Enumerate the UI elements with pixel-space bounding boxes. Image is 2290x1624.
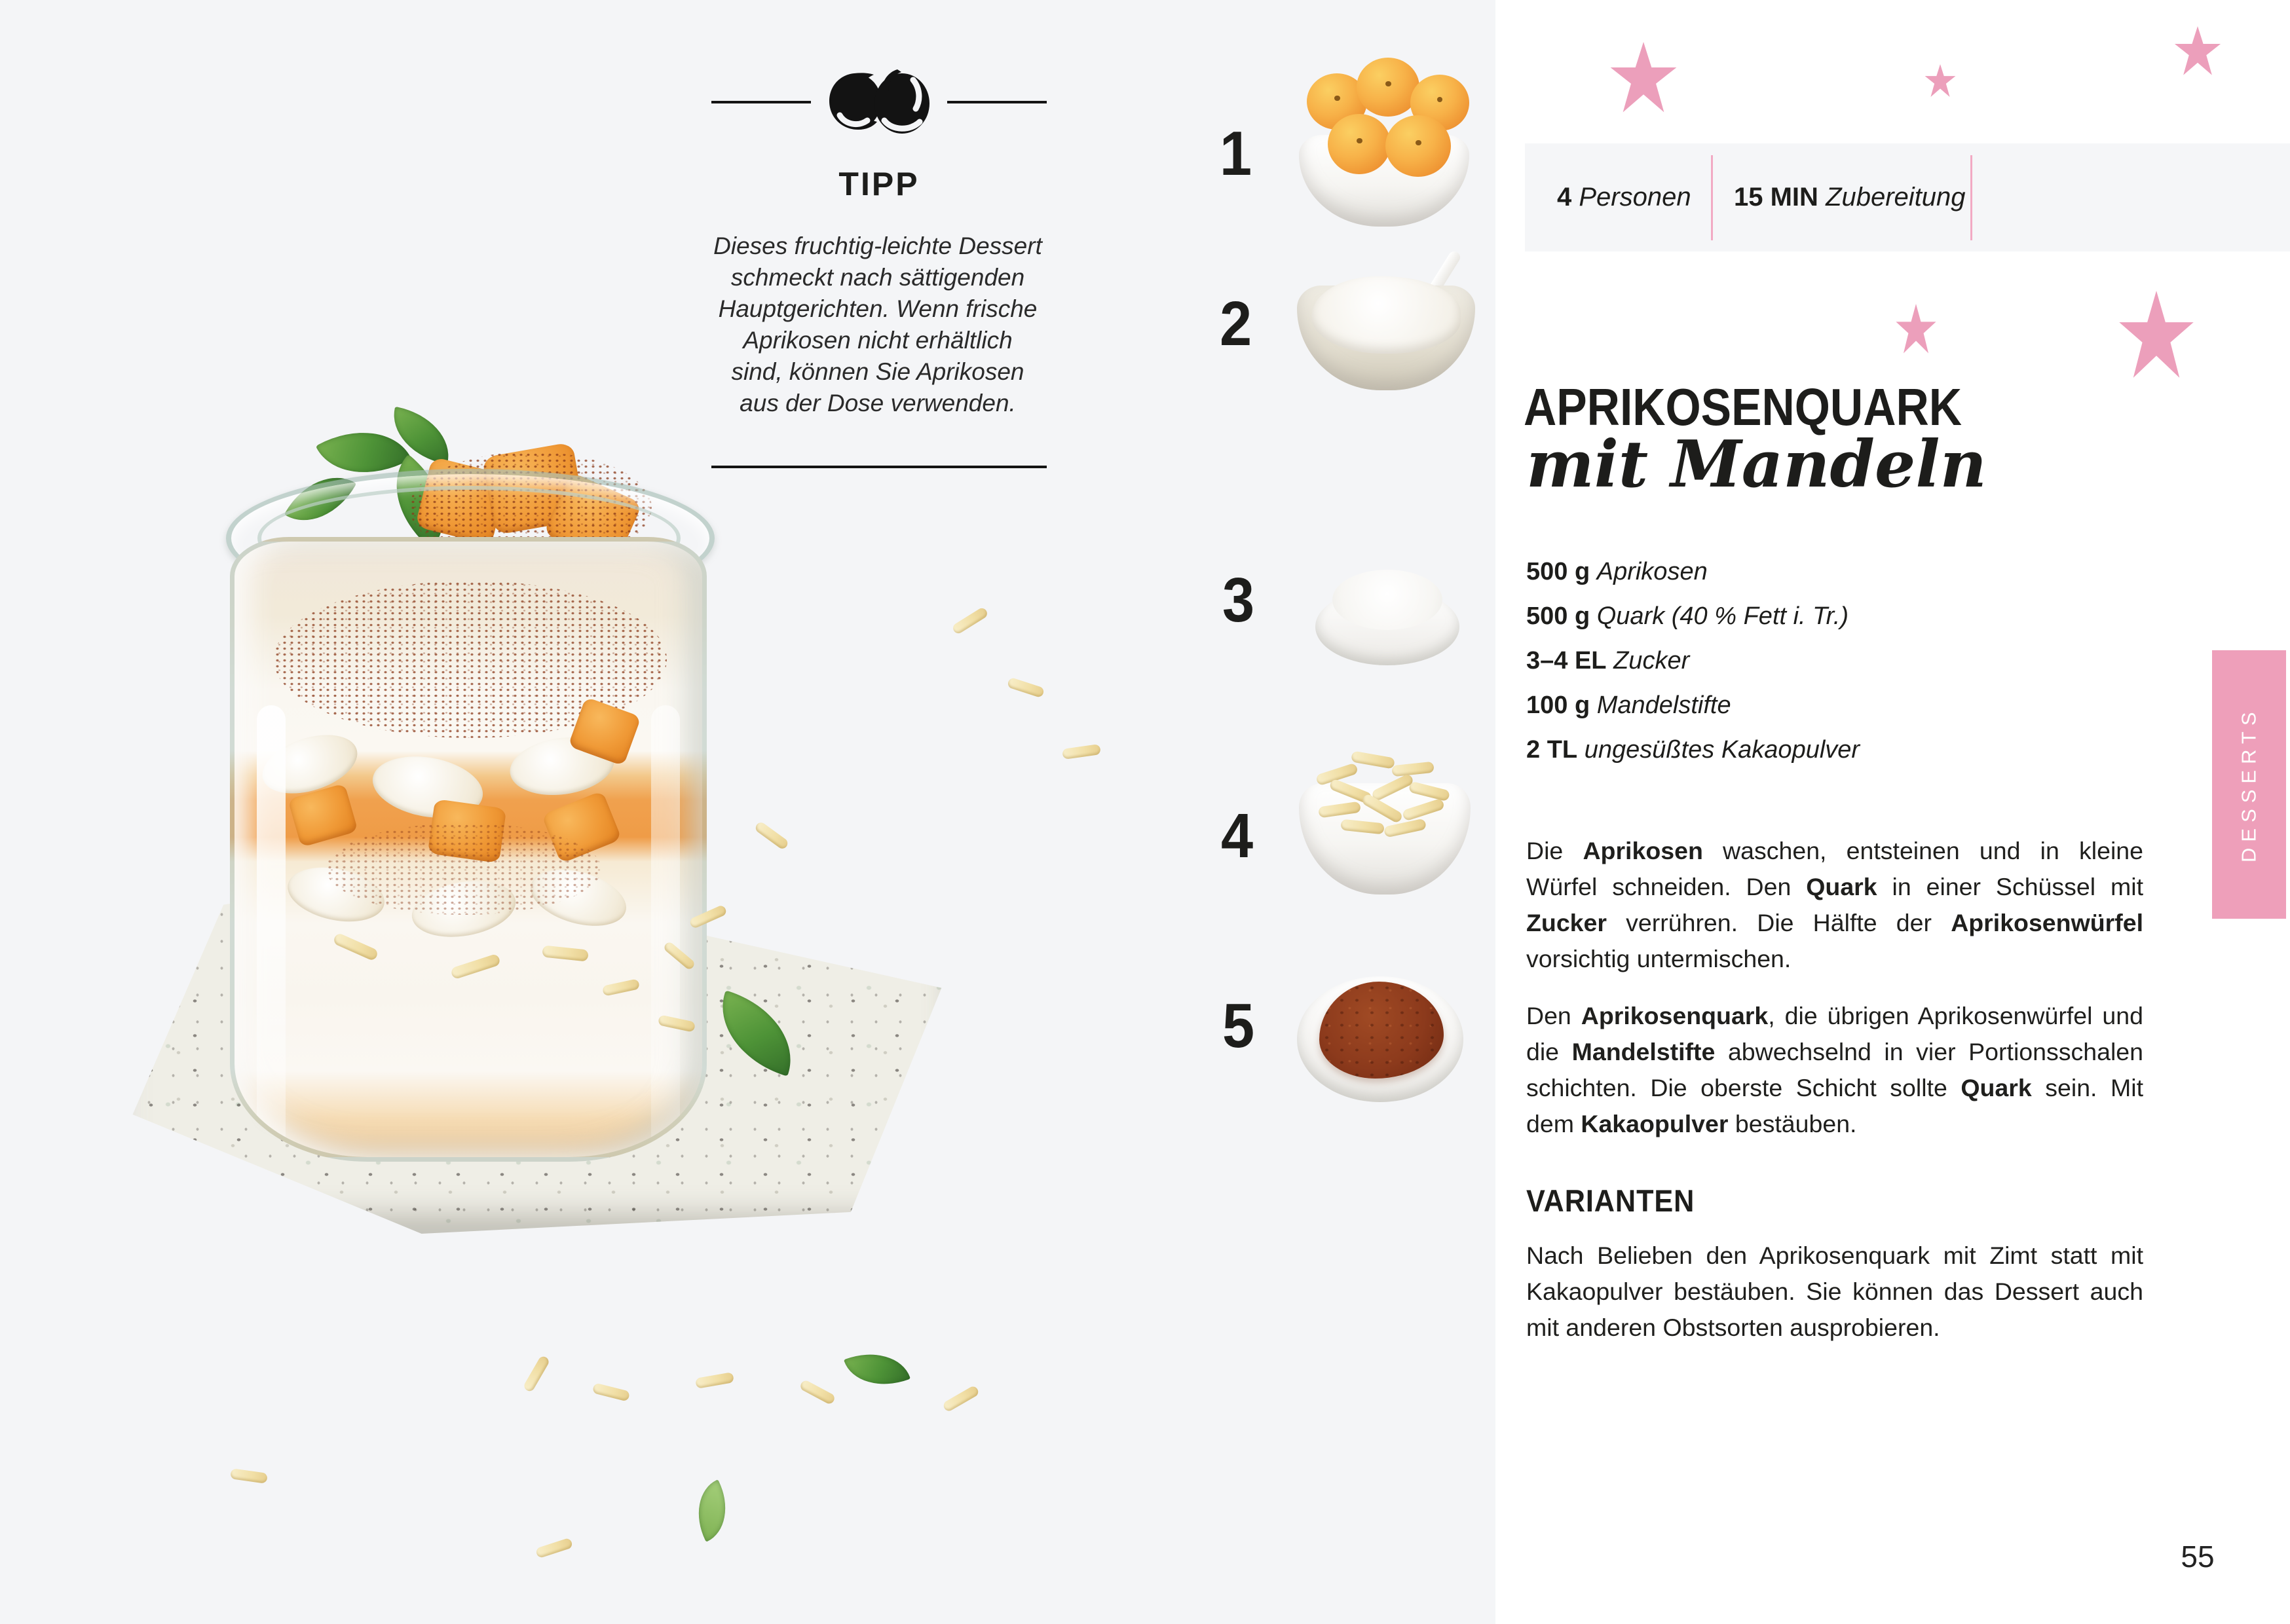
ingredient-qty: 500 g <box>1526 558 1590 585</box>
meta-divider <box>1711 155 1713 240</box>
ingredient-row <box>1526 647 2155 673</box>
ingredient-qty: 500 g <box>1526 602 1590 630</box>
ingredient-row <box>1526 602 2155 628</box>
time-value: 15 MIN <box>1734 183 1818 212</box>
tip-line: sind, können Sie Aprikosen <box>731 358 1024 385</box>
dessert-jar-photo <box>226 413 704 1159</box>
apricot-pair-icon <box>820 65 938 143</box>
almond-sliver <box>942 1385 980 1413</box>
ingredient-list <box>1526 558 2155 781</box>
photo-quark-bowl <box>1297 254 1478 395</box>
almond-sliver <box>450 953 501 980</box>
almond-sliver <box>1007 677 1045 699</box>
almond-sliver <box>332 932 379 962</box>
variants-text: Nach Belieben den Aprikosenquark mit Zimt statt mit Kakaopulver bestäuben. Sie können das Dessert auch mit anderen Obstsorten ausprobieren. <box>1526 1242 2143 1341</box>
tip-line: aus der Dose verwenden. <box>740 390 1016 416</box>
step-number-2: 2 <box>1220 289 1252 359</box>
glass-highlight <box>257 705 286 1162</box>
servings-label: Personen <box>1579 183 1691 212</box>
glass-highlight <box>651 705 680 1162</box>
ingredient-row <box>1526 558 2155 583</box>
prep-time <box>1734 143 1966 251</box>
ingredient-name: Aprikosen <box>1596 558 1708 585</box>
step-number-4: 4 <box>1221 801 1254 871</box>
photo-cocoa-plate <box>1297 953 1465 1116</box>
step-number-5: 5 <box>1222 991 1255 1061</box>
ingredient-row <box>1526 736 2155 762</box>
almond-sliver <box>799 1379 836 1405</box>
ingredient-name: Mandelstifte <box>1596 692 1731 719</box>
almond-sliver <box>951 606 989 635</box>
step-number-1: 1 <box>1220 119 1252 189</box>
photo-sugar-dish <box>1315 551 1461 676</box>
almond-sliver <box>1062 744 1101 760</box>
photo-almond-bowl <box>1299 726 1472 901</box>
step-paragraph-1: Die Aprikosen waschen, entsteinen und in kleine Würfel schneiden. Den Quark in einer Schüssel mit Zucker verrühren. Die Hälfte der Aprikosenwürfel vorsichtig untermischen. <box>1526 837 2144 972</box>
tip-rule-right <box>947 101 1047 103</box>
tip-line: Aprikosen nicht erhältlich <box>743 327 1013 354</box>
tip-line: Hauptgerichten. Wenn frische <box>718 295 1038 322</box>
ingredient-name: Quark (40 % Fett i. Tr.) <box>1596 602 1849 630</box>
almond-sliver <box>542 945 588 961</box>
servings-value: 4 <box>1557 183 1572 212</box>
page-number: 55 <box>2181 1540 2215 1574</box>
tip-heading: TIPP <box>838 166 920 202</box>
category-tab-desserts <box>2212 650 2286 919</box>
category-tab-label: DESSERTS <box>2237 706 2261 863</box>
recipe-meta-bar <box>1525 143 2290 251</box>
step-number-3: 3 <box>1222 565 1255 635</box>
variants-heading: VARIANTEN <box>1526 1183 1695 1218</box>
almond-sliver <box>535 1538 573 1559</box>
ingredient-name: ungesüßtes Kakaopulver <box>1584 736 1860 764</box>
ingredient-row <box>1526 692 2155 717</box>
ingredient-qty: 3–4 EL <box>1526 647 1607 674</box>
almond-sliver <box>523 1355 551 1393</box>
ingredient-qty: 100 g <box>1526 692 1590 719</box>
tip-rule-bottom <box>711 466 1047 468</box>
mint-leaf-icon <box>684 1479 740 1542</box>
almond-sliver <box>230 1468 268 1484</box>
recipe-title: APRIKOSENQUARK <box>1524 378 1962 436</box>
ingredient-qty: 2 TL <box>1526 736 1578 764</box>
tip-line: Dieses fruchtig-leichte Dessert <box>713 232 1042 259</box>
tip-line: schmeckt nach sättigenden <box>730 264 1025 291</box>
almond-sliver <box>754 821 790 851</box>
servings <box>1557 143 1691 251</box>
almond-sliver <box>695 1372 734 1389</box>
photo-apricots-bowl <box>1294 58 1474 234</box>
mint-leaf-icon <box>844 1340 910 1398</box>
almond-sliver <box>592 1382 630 1401</box>
cocoa-dusting <box>326 823 601 915</box>
jar-body <box>230 537 707 1162</box>
tip-rule-left <box>711 101 811 103</box>
time-label: Zubereitung <box>1826 183 1966 212</box>
ingredient-name: Zucker <box>1613 647 1690 674</box>
recipe-subtitle: mit Mandeln <box>1526 427 1987 502</box>
meta-divider <box>1970 155 1972 240</box>
step-paragraph-2: Den Aprikosenquark, die übrigen Aprikosenwürfel und die Mandelstifte abwechselnd in vier Portionsschalen schichten. Die oberste Schicht sollte Quark sein. Mit dem Kakaopulver bestäuben. <box>1526 1002 2143 1137</box>
tip-text <box>681 231 1074 419</box>
